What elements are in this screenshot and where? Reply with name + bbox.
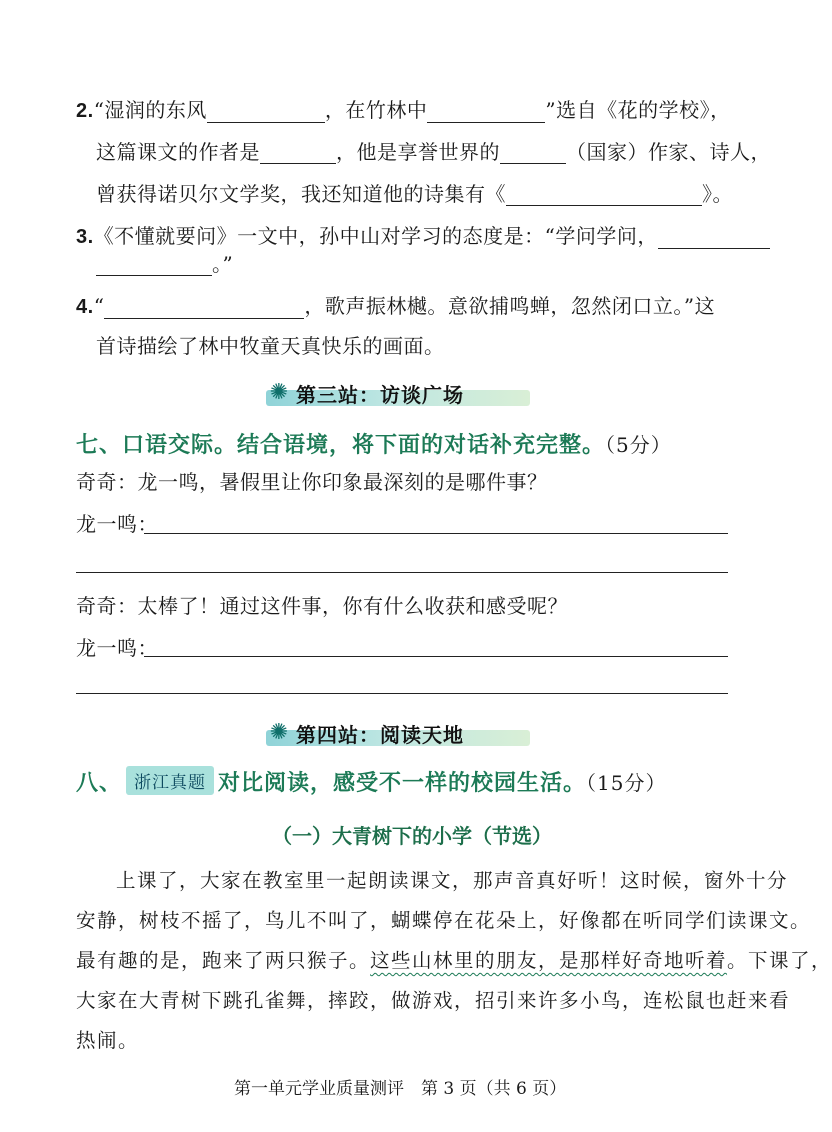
answer-2-line-2[interactable]	[76, 693, 728, 694]
q2-blank-2[interactable]	[427, 102, 545, 123]
sun-icon: ✺	[269, 380, 289, 405]
dialog-question-1: 奇奇：龙一鸣，暑假里让你印象最深刻的是哪件事？	[76, 470, 548, 494]
dialog-answer-1-label: 龙一鸣：	[76, 512, 158, 536]
q2-line1: 2.“湿润的东风 ，在竹林中 ”选自《花的学校》，	[76, 98, 731, 122]
q3-blank-2[interactable]	[96, 255, 212, 276]
q2-blank-author[interactable]	[260, 143, 336, 164]
dialog-answer-2-label: 龙一鸣：	[76, 636, 158, 660]
q4-number: 4.	[76, 296, 94, 318]
station-3-header	[266, 380, 530, 406]
station-4-label: 第四站：阅读天地	[296, 722, 464, 747]
q3-line1: 3.《不懂就要问》一文中，孙中山对学习的态度是：“学问学问，	[76, 224, 770, 249]
q2-blank-country[interactable]	[500, 143, 566, 164]
zhejiang-real-exam-badge: 浙江真题	[126, 766, 214, 795]
q4-line1: 4.“ ，歌声振林樾。意欲捕鸣蝉，忽然闭口立。”这	[76, 294, 716, 318]
passage-line-2: 安静，树枝不摇了，鸟儿不叫了，蝴蝶停在花朵上，好像都在听同学们读课文。	[76, 909, 812, 932]
passage-title: （一）大青树下的小学（节选）	[272, 824, 552, 848]
sun-icon: ✺	[269, 720, 289, 745]
dialog-question-2: 奇奇：太棒了！通过这件事，你有什么收获和感受呢？	[76, 594, 568, 618]
section-8-title: 八、 浙江真题 对比阅读，感受不一样的校园生活。（15分）	[76, 766, 666, 797]
section-7-score: （5分）	[605, 433, 672, 457]
q4-line2: 首诗描绘了林中牧童天真快乐的画面。	[96, 334, 445, 358]
answer-1-line-2[interactable]	[76, 572, 728, 573]
wavy-underlined-sentence: 这些山林里的朋友，是那样好奇地听着	[370, 949, 728, 972]
answer-2-line-1[interactable]	[144, 656, 728, 657]
section-7-title: 七、口语交际。结合语境，将下面的对话补充完整。（5分）	[76, 433, 672, 458]
q2-line3: 曾获得诺贝尔文学奖，我还知道他的诗集有《 》。	[96, 182, 733, 206]
station-3-label: 第三站：访谈广场	[296, 382, 464, 407]
q2-line2: 这篇课文的作者是 ，他是享誉世界的 （国家）作家、诗人，	[96, 140, 771, 164]
passage-line-3: 最有趣的是，跑来了两只猴子。这些山林里的朋友，是那样好奇地听着。下课了，	[76, 949, 832, 972]
q3-number: 3.	[76, 226, 94, 248]
q2-blank-collection[interactable]	[506, 185, 702, 206]
section-8-score: （15分）	[586, 771, 667, 795]
passage-line-4: 大家在大青树下跳孔雀舞，摔跤，做游戏，招引来许多小鸟，连松鼠也赶来看	[76, 989, 791, 1012]
passage-line-5: 热闹。	[76, 1029, 140, 1052]
passage-line-1: 上课了，大家在教室里一起朗读课文，那声音真好听！这时候，窗外十分	[116, 869, 789, 892]
page-footer: 第一单元学业质量测评 第 3 页（共 6 页）	[234, 1079, 567, 1099]
answer-1-line-1[interactable]	[144, 533, 728, 534]
q4-blank[interactable]	[104, 298, 304, 319]
q2-number: 2.	[76, 100, 94, 122]
q3-line2: 。”	[96, 252, 233, 276]
q3-blank-1[interactable]	[658, 228, 770, 249]
q2-blank-1[interactable]	[207, 102, 325, 123]
station-4-header	[266, 720, 530, 746]
